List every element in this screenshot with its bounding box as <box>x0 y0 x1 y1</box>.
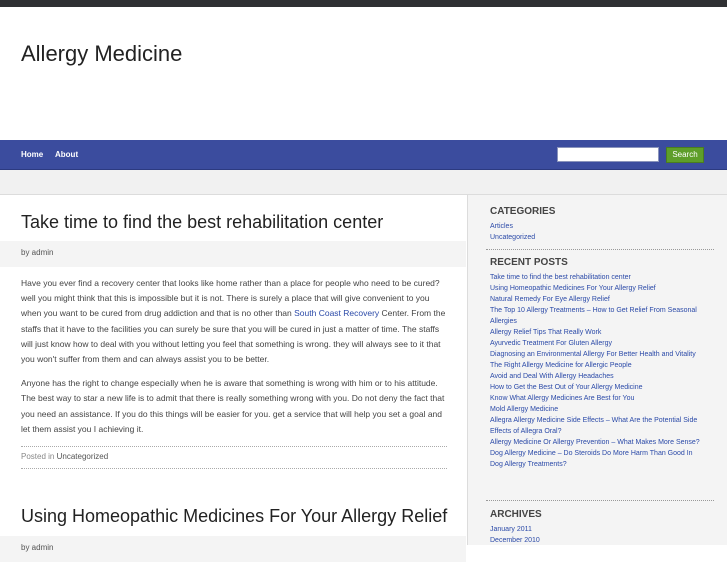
site-header <box>0 7 727 140</box>
list-item <box>490 535 706 546</box>
list-item <box>490 232 706 243</box>
categories-list <box>490 221 706 243</box>
nav-item-home[interactable]: Home <box>21 150 44 159</box>
list-item <box>490 382 706 393</box>
categories-heading: CATEGORIES <box>490 206 556 217</box>
recent-post-link[interactable]: Allegra Allergy Medicine Side Effects – What Are the Potential Side Effects of Allegra Oral? <box>490 417 698 435</box>
recent-post-link[interactable]: Natural Remedy For Eye Allergy Relief <box>490 296 610 303</box>
search-button[interactable]: Search <box>666 147 704 163</box>
south-coast-recovery-link[interactable]: South Coast Recovery <box>294 308 380 319</box>
list-item <box>490 393 706 404</box>
recent-post-link[interactable]: Know What Allergy Medicines Are Best for You <box>490 395 635 402</box>
list-item <box>490 305 706 327</box>
post-title[interactable]: Using Homeopathic Medicines For Your Allergy Relief <box>21 506 448 526</box>
recent-posts-list <box>490 272 706 470</box>
post-byline <box>0 536 466 562</box>
recent-post-link[interactable]: The Right Allergy Medicine for Allergic People <box>490 362 632 369</box>
list-item <box>490 221 706 232</box>
list-item <box>490 327 706 338</box>
list-item <box>490 360 706 371</box>
archives-list <box>490 524 706 546</box>
search-input[interactable] <box>557 147 659 162</box>
content-top-band <box>0 170 727 195</box>
widget-divider <box>486 249 714 250</box>
post-divider <box>21 468 447 469</box>
list-item <box>490 338 706 349</box>
list-item <box>490 437 706 448</box>
archive-link[interactable]: December 2010 <box>490 537 540 544</box>
recent-post-link[interactable]: Dog Allergy Medicine – Do Steroids Do More Harm Than Good In Dog Allergy Treatments? <box>490 450 693 468</box>
post-divider <box>21 446 447 447</box>
sidebar <box>467 195 727 545</box>
recent-post-link[interactable]: Ayurvedic Treatment For Gluten Allergy <box>490 340 613 347</box>
list-item <box>490 349 706 360</box>
recent-post-link[interactable]: Mold Allergy Medicine <box>490 406 559 413</box>
list-item <box>490 524 706 535</box>
top-bar <box>0 0 727 7</box>
post-byline <box>0 241 466 267</box>
list-item <box>490 371 706 382</box>
post-paragraph <box>21 276 447 367</box>
recent-post-link[interactable]: Allergy Medicine Or Allergy Prevention – What Makes More Sense? <box>490 439 700 446</box>
list-item <box>490 415 706 437</box>
site-title[interactable]: Allergy Medicine <box>21 41 183 66</box>
post-author: by admin <box>21 543 54 552</box>
list-item <box>490 272 706 283</box>
list-item <box>490 404 706 415</box>
post-text: Center. From the staffs that it have to the facilities you can surely be sure that you will be cured in just a matter of time. The staffs will just know how to deal with you without letting you feel that something is wrong. they will always see to it that you won't suffer from them and can always assist you to be better. <box>21 308 446 365</box>
post-paragraph: Anyone has the right to change especially when he is aware that something is wrong with him or to his attitude. The best way to star a new life is to admit that there is really something wrong with you. Do not deny the fact that you need an assistance. If you do this things will be easier for you. get a service that will help you set a goal and let them assist you I achieving it. <box>21 378 445 434</box>
posted-in-label: Posted in <box>21 452 55 461</box>
list-item <box>490 283 706 294</box>
post-text: Have you ever find a recovery center that looks like home rather than a place for people who need to be cured? well you might think that this is impossible but it is not. There is surely a place that will give convenient to you when you want to be cured from drug addiction and that is no other than <box>21 278 440 319</box>
recent-post-link[interactable]: Using Homeopathic Medicines For Your Allergy Relief <box>490 285 656 292</box>
recent-post-link[interactable]: The Top 10 Allergy Treatments – How to Get Relief From Seasonal Allergies <box>490 307 697 325</box>
recent-post-link[interactable]: Avoid and Deal With Allergy Headaches <box>490 373 614 380</box>
recent-post-link[interactable]: Allergy Relief Tips That Really Work <box>490 329 602 336</box>
post-title[interactable]: Take time to find the best rehabilitation center <box>21 212 384 232</box>
post-body <box>21 276 447 446</box>
nav-item-about[interactable]: About <box>55 150 79 159</box>
recent-post-link[interactable]: Take time to find the best rehabilitation center <box>490 274 631 281</box>
recent-posts-heading: RECENT POSTS <box>490 257 568 268</box>
list-item <box>490 294 706 305</box>
category-link[interactable]: Uncategorized <box>490 234 536 241</box>
post-author: by admin <box>21 248 54 257</box>
list-item <box>490 448 706 470</box>
archive-link[interactable]: January 2011 <box>490 526 532 533</box>
post-meta <box>21 452 108 461</box>
category-link[interactable]: Uncategorized <box>56 452 109 461</box>
archives-heading: ARCHIVES <box>490 509 542 520</box>
category-link[interactable]: Articles <box>490 223 513 230</box>
recent-post-link[interactable]: How to Get the Best Out of Your Allergy Medicine <box>490 384 643 391</box>
widget-divider <box>486 500 714 501</box>
recent-post-link[interactable]: Diagnosing an Environmental Allergy For Better Health and Vitality <box>490 351 696 358</box>
